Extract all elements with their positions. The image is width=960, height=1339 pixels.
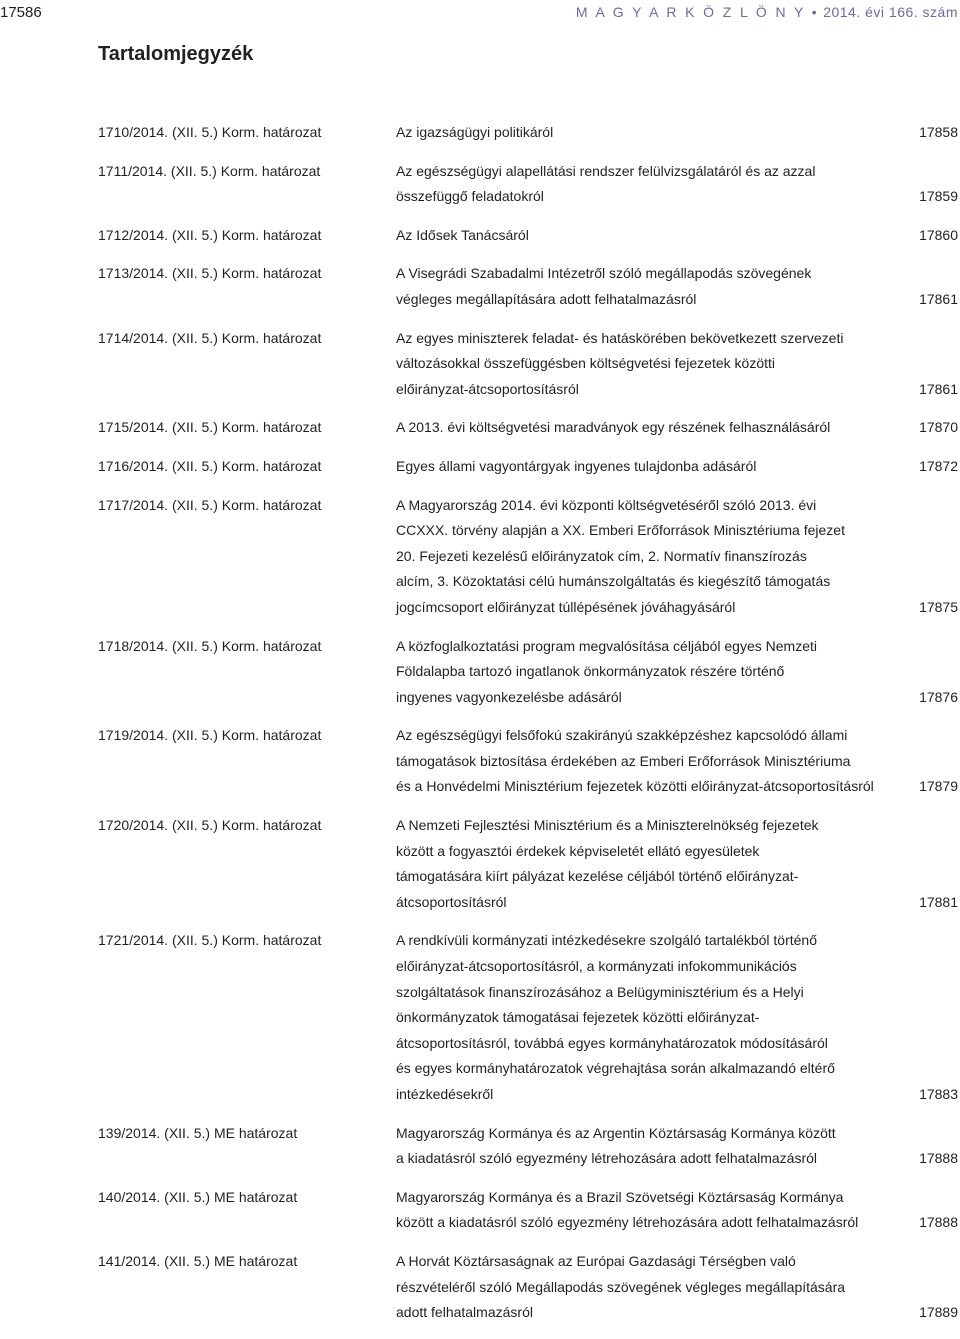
- toc-entry-title-line: Magyarország Kormánya és az Argentin Köztársaság Kormánya között: [396, 1124, 836, 1141]
- toc-entry-title-line: Földalapba tartozó ingatlanok önkormányzatok részére történő: [396, 663, 785, 680]
- toc-entry: [98, 1249, 958, 1326]
- toc-entry: [98, 723, 958, 800]
- toc-entry-title-line: jogcímcsoport előirányzat túllépésének jóváhagyásáról: [396, 598, 736, 615]
- toc-entry-title-line: a kiadatásról szóló egyezmény létrehozására adott felhatalmazásról: [396, 1150, 818, 1167]
- toc-entry-title-line: és egyes kormányhatározatok végrehajtása során alkalmazandó eltérő: [396, 1060, 835, 1077]
- toc-entry-reference: 1710/2014. (XII. 5.) Korm. határozat: [98, 124, 322, 140]
- toc-entry-title-line: Az igazságügyi politikáról: [396, 124, 554, 140]
- toc-entry-title-line: Magyarország Kormánya és a Brazil Szövetségi Köztársaság Kormánya: [396, 1188, 844, 1205]
- running-header: [576, 4, 958, 20]
- toc-entry-title-line: Az egészségügyi alapellátási rendszer felülvizsgálatáról és az azzal: [396, 162, 816, 179]
- toc-entry-reference: 1715/2014. (XII. 5.) Korm. határozat: [98, 419, 322, 436]
- toc-entry-reference: 1711/2014. (XII. 5.) Korm. határozat: [98, 162, 321, 179]
- toc-entry-reference: 140/2014. (XII. 5.) ME határozat: [98, 1188, 298, 1205]
- toc-entry-title: [396, 1121, 902, 1172]
- toc-entry-title-line: között a kiadatásról szóló egyezmény létrehozására adott felhatalmazásról: [396, 1214, 859, 1231]
- toc-entry: [98, 928, 958, 1107]
- toc-entry-title-line: előirányzat-átcsoportosításról: [396, 380, 579, 397]
- toc-entry-title-line: alcím, 3. Közoktatási célú humánszolgáltatás és kiegészítő támogatás: [396, 573, 831, 590]
- toc-entry-title-line: intézkedésekről: [396, 1086, 494, 1102]
- toc-entry-page-number: 17860: [919, 226, 958, 243]
- toc-entry-title-line: részvételéről szóló Megállapodás szövegének végleges megállapítására: [396, 1278, 846, 1295]
- toc-entry-title-line: A Visegrádi Szabadalmi Intézetről szóló megállapodás szövegének: [396, 265, 812, 282]
- section-title: Tartalomjegyzék: [98, 43, 254, 65]
- toc-entry: [98, 326, 958, 403]
- toc-entry-title-line: Egyes állami vagyontárgyak ingyenes tulajdonba adásáról: [396, 457, 757, 474]
- toc-entry: [98, 1121, 958, 1172]
- toc-entry-title-line: Az egészségügyi felsőfokú szakirányú szakképzéshez kapcsolódó állami: [396, 727, 848, 744]
- toc-entry-title-line: támogatására kiírt pályázat kezelése céljából történő előirányzat-: [396, 868, 799, 885]
- toc-entry-page-number: 17876: [919, 688, 958, 705]
- issue-label: 2014. évi 166. szám: [823, 4, 958, 20]
- toc-entry-title-line: változásokkal összefüggésben költségvetési fejezetek közötti: [396, 355, 775, 372]
- toc-entry-reference: 141/2014. (XII. 5.) ME határozat: [98, 1252, 298, 1269]
- page-header: [0, 0, 960, 28]
- toc-entry-title-line: végleges megállapítására adott felhatalmazásról: [396, 290, 697, 307]
- toc-entry-title-line: A rendkívüli kormányzati intézkedésekre szolgáló tartalékból történő: [396, 932, 817, 949]
- toc-entry-reference: 1721/2014. (XII. 5.) Korm. határozat: [98, 932, 322, 949]
- toc-entry-title: [396, 634, 902, 711]
- page-number: 17586: [0, 4, 42, 21]
- toc-entry-page-number: 17875: [919, 598, 958, 615]
- toc-entry-page-number: 17889: [919, 1304, 958, 1321]
- toc-entry-reference: 1718/2014. (XII. 5.) Korm. határozat: [98, 637, 322, 654]
- toc-entry-reference: 1713/2014. (XII. 5.) Korm. határozat: [98, 265, 322, 282]
- toc-entry: [98, 415, 958, 441]
- toc-entry-title: [396, 261, 902, 312]
- toc-entry-reference: 1716/2014. (XII. 5.) Korm. határozat: [98, 457, 322, 474]
- toc-entry-page-number: 17861: [919, 380, 958, 397]
- toc-entry-title-line: adott felhatalmazásról: [396, 1304, 533, 1321]
- toc-entry: [98, 454, 958, 480]
- toc-entry-title: [396, 928, 902, 1107]
- toc-entry-title-line: és a Honvédelmi Minisztérium fejezetek közötti előirányzat-átcsoportosításról: [396, 778, 874, 795]
- toc-entry-title-line: A Nemzeti Fejlesztési Minisztérium és a Miniszterelnökség fejezetek: [396, 817, 819, 834]
- toc-entry-title-line: Az Idősek Tanácsáról: [396, 226, 529, 243]
- toc-entry-title-line: között a fogyasztói érdekek képviseletét ellátó egyesületek: [396, 842, 760, 859]
- toc-entry-title-line: szolgáltatások finanszírozásához a Belügyminisztérium és a Helyi: [396, 983, 804, 1000]
- toc-entry-page-number: 17858: [919, 124, 958, 140]
- toc-entry-title-line: 20. Fejezeti kezelésű előirányzatok cím, 2. Normatív finanszírozás: [396, 547, 807, 564]
- toc-entry-title: [396, 493, 902, 621]
- toc-entry-title: [396, 415, 902, 441]
- toc-entry-reference: 1720/2014. (XII. 5.) Korm. határozat: [98, 817, 322, 834]
- toc-entry-title-line: A közfoglalkoztatási program megvalósítása céljából egyes Nemzeti: [396, 637, 817, 654]
- toc-entry-title-line: ingyenes vagyonkezelésbe adásáról: [396, 688, 622, 705]
- toc-entry-title-line: átcsoportosításról, továbbá egyes kormányhatározatok módosításáról: [396, 1034, 828, 1051]
- toc-entry-page-number: 17872: [919, 457, 958, 474]
- toc-entry-page-number: 17859: [919, 188, 958, 205]
- toc-entry: [98, 493, 958, 621]
- toc-entry: [98, 223, 958, 249]
- toc-entry-title-line: előirányzat-átcsoportosításról, a kormányzati infokommunikációs: [396, 958, 797, 975]
- toc-entry-title: [396, 159, 902, 210]
- toc-entry-reference: 1712/2014. (XII. 5.) Korm. határozat: [98, 226, 322, 243]
- toc-entry-title: [396, 223, 902, 249]
- toc-entry: [98, 159, 958, 210]
- toc-entry-title-line: CCXXX. törvény alapján a XX. Emberi Erőforrások Minisztériuma fejezet: [396, 522, 845, 539]
- toc-entry-page-number: 17888: [919, 1150, 958, 1167]
- toc-entry-title: [396, 1185, 902, 1236]
- toc-entry-title-line: A Magyarország 2014. évi központi költségvetéséről szóló 2013. évi: [396, 496, 817, 513]
- toc-entry-title-line: összefüggő feladatokról: [396, 188, 544, 205]
- toc-entry-page-number: 17861: [919, 290, 958, 307]
- toc-entry-title: [396, 326, 902, 403]
- toc-entry: [98, 120, 958, 146]
- toc-entry-title: [396, 723, 902, 800]
- toc-entry: [98, 813, 958, 915]
- toc-entry-title-line: átcsoportosításról: [396, 893, 507, 910]
- toc-entry-title-line: A Horvát Köztársaságnak az Európai Gazdasági Térségben való: [396, 1252, 796, 1269]
- toc-entry-page-number: 17883: [919, 1086, 958, 1102]
- toc-entry-title: [396, 813, 902, 915]
- toc-entry-title: [396, 1249, 902, 1326]
- publication-name: M A G Y A R K Ö Z L Ö N Y: [575, 4, 806, 20]
- toc-entry-page-number: 17888: [919, 1214, 958, 1231]
- toc-entry: [98, 634, 958, 711]
- toc-entry-reference: 1719/2014. (XII. 5.) Korm. határozat: [98, 727, 322, 744]
- toc-list: [98, 120, 958, 1339]
- toc-entry: [98, 261, 958, 312]
- toc-entry-reference: 139/2014. (XII. 5.) ME határozat: [98, 1124, 298, 1141]
- toc-entry-page-number: 17870: [919, 419, 958, 436]
- bullet-separator: •: [811, 4, 818, 20]
- toc-entry-title: [396, 120, 902, 146]
- toc-entry: [98, 1185, 958, 1236]
- toc-entry-title-line: önkormányzatok támogatásai fejezetek közötti előirányzat-: [396, 1009, 760, 1026]
- toc-entry-title-line: támogatások biztosítása érdekében az Emberi Erőforrások Minisztériuma: [396, 752, 851, 769]
- toc-entry-reference: 1714/2014. (XII. 5.) Korm. határozat: [98, 329, 322, 346]
- toc-entry-title-line: A 2013. évi költségvetési maradványok egy részének felhasználásáról: [396, 419, 831, 436]
- toc-entry-page-number: 17879: [919, 778, 958, 795]
- toc-entry-title-line: Az egyes miniszterek feladat- és hatáskörében bekövetkezett szervezeti: [396, 329, 844, 346]
- toc-entry-page-number: 17881: [919, 893, 958, 910]
- toc-entry-reference: 1717/2014. (XII. 5.) Korm. határozat: [98, 496, 322, 513]
- toc-entry-title: [396, 454, 902, 480]
